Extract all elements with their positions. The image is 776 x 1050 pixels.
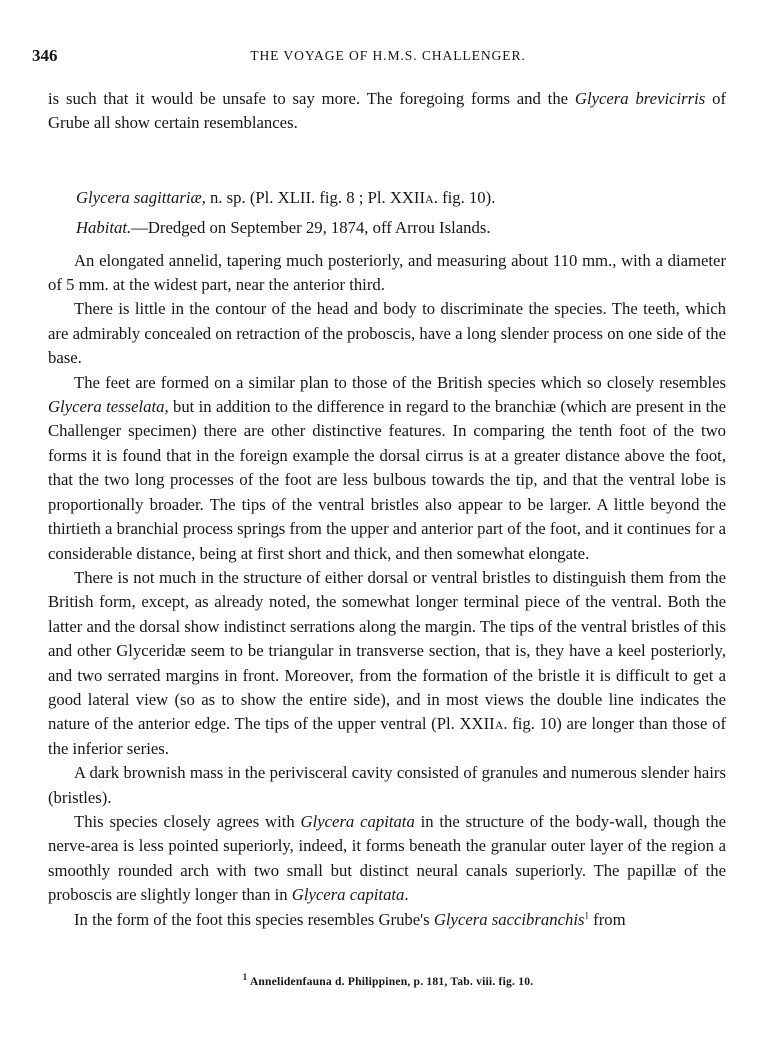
taxon-name: Glycera tesselata — [48, 397, 165, 417]
footnote — [0, 972, 776, 988]
paragraph-comparison: This species closely agrees with Glycera capitata in the structure of the body-wall, though the nerve-area is less pointed superiorly, indeed, it forms beneath the granular outer layer of the region a smoothly rounded arch with two small but distinct neural canals superiorly. The papillæ of the proboscis are slightly longer than in Glycera capitata. — [48, 811, 726, 905]
taxon-name: Glycera capitata — [300, 811, 415, 831]
running-title: THE VOYAGE OF H.M.S. CHALLENGER. — [250, 48, 526, 63]
paragraph-feet: The feet are formed on a similar plan to those of the British species which so closely resembles Glycera tesselata, but in addition to the difference in regard to the branchiæ (which are present in the Challenger specimen) there are other distinctive features. In comparing the tenth foot of the two forms it is found that in the foreign example the dorsal cirrus is at a greater distance above the foot, that the two long processes of the foot are less bulbous towards the tip, and that the ventral lobe is proportionally broader. The tips of the ventral bristles also appear to be larger. A little beyond the thirtieth a branchial process springs from the upper and anterior part of the foot, and it continues for a considerable distance, being at first short and thick, and then somewhat elongate. — [48, 372, 726, 563]
paragraph-description: An elongated annelid, tapering much posteriorly, and measuring about 110 mm., with a diameter of 5 mm. at the widest part, near the anterior third. — [48, 250, 726, 295]
footnote-marker: 1 — [242, 972, 248, 983]
species-name: Glycera sagittariæ — [76, 187, 202, 207]
taxon-name: Glycera brevicirris — [574, 89, 706, 108]
taxon-name: Glycera saccibranchis — [433, 909, 585, 929]
intro-paragraph: is such that it would be unsafe to say more. The foregoing forms and the Glycera brevicirris of Grube all show certain resemblances. — [48, 89, 726, 133]
taxon-name: Glycera capitata — [291, 885, 405, 905]
habitat-line: Habitat.—Dredged on September 29, 1874, off Arrou Islands. — [76, 218, 491, 238]
page-number: 346 — [32, 46, 58, 65]
paragraph-bristles: There is not much in the structure of either dorsal or ventral bristles to distinguish them from the British form, except, as already noted, the somewhat longer terminal piece of the ventral. Both the latter and the dorsal show indistinct serrations along the margin. The tips of the ventral bristles of this and other Glyceridæ seem to be triangular in transverse section, that is, they have a keel posteriorly, and two serrated margins in front. Moreover, from the formation of the bristle it is difficult to get a good lateral view (so as to show the entire side), and in most views the double line indicates the nature of the anterior edge. The tips of the upper ventral (Pl. XXIIa. fig. 10) are longer than those of the inferior series. — [48, 567, 727, 758]
paragraph-foot-form: In the form of the foot this species resembles Grube's Glycera saccibranchis$^1$ from — [74, 909, 626, 929]
species-heading: Glycera sagittariæ, n. sp. (Pl. XLII. fig. 8 ; Pl. XXIIa. fig. 10). — [76, 187, 496, 207]
footnote-reference[interactable]: 1 — [584, 910, 589, 921]
page-header — [32, 46, 744, 70]
footnote-text: Annelidenfauna d. Philippinen, p. 181, Tab. viii. fig. 10. — [247, 975, 534, 988]
paragraph-perivisceral: A dark brownish mass in the perivisceral cavity consisted of granules and numerous slender hairs (bristles). — [48, 763, 726, 807]
body-text — [48, 87, 726, 932]
habitat-label: Habitat. — [76, 218, 132, 238]
paragraph-head: There is little in the contour of the head and body to discriminate the species. The teeth, which are admirably concealed on retraction of the proboscis, have a long slender process on one side of the base. — [48, 299, 726, 368]
